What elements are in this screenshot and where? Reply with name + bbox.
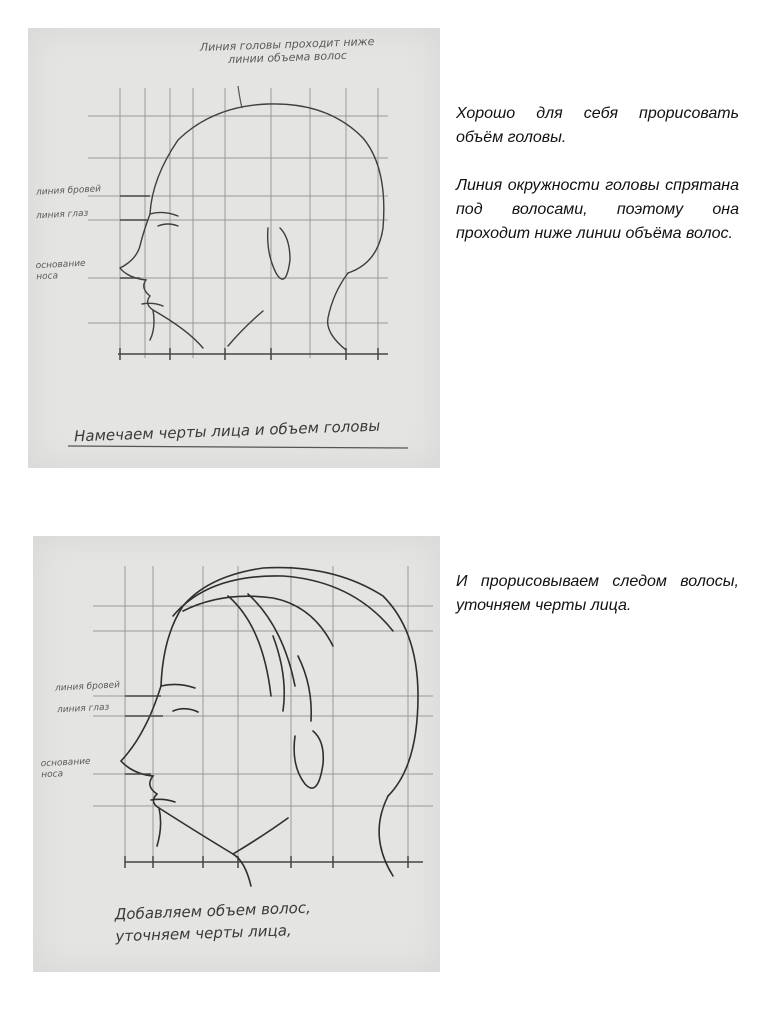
- hair-explanation: [456, 570, 739, 642]
- eye-line-label: линия глаз: [35, 208, 89, 222]
- nose-base-label: [35, 259, 86, 284]
- sketch-caption: [114, 897, 312, 948]
- head-line-note-line1: Линия головы проходит ниже: [199, 34, 375, 55]
- brow-line-label: линия бровей: [35, 184, 102, 198]
- head-outline-drawing: [28, 28, 440, 468]
- eye-line-label: линия глаз: [56, 702, 110, 716]
- brow-line-label: линия бровей: [54, 680, 121, 694]
- sketch-caption-line1: Добавляем объем волос,: [114, 898, 312, 924]
- head-outline-sketch: [28, 28, 440, 468]
- head-volume-explanation: [456, 102, 739, 270]
- sketch-caption-line2: уточняем черты лица,: [115, 921, 292, 946]
- explanation-paragraph: Хорошо для себя прорисовать объём головы.: [456, 105, 739, 146]
- nose-base-label-line1: основание: [40, 756, 91, 770]
- explanation-paragraph: И прорисовываем следом волосы, уточняем черты лица.: [456, 573, 739, 614]
- nose-base-label-line2: носа: [41, 769, 64, 781]
- hair-volume-sketch: [33, 536, 440, 972]
- nose-base-label: [40, 757, 91, 782]
- nose-base-label-line2: носа: [36, 271, 59, 283]
- nose-base-label-line1: основание: [35, 258, 86, 272]
- head-line-note-line2: линии объема волос: [227, 48, 348, 67]
- explanation-paragraph: Линия окружности головы спрятана под волосами, поэтому она проходит ниже линии объёма волос.: [456, 177, 739, 242]
- sketch-caption: Намечаем черты лица и объем головы: [73, 416, 381, 446]
